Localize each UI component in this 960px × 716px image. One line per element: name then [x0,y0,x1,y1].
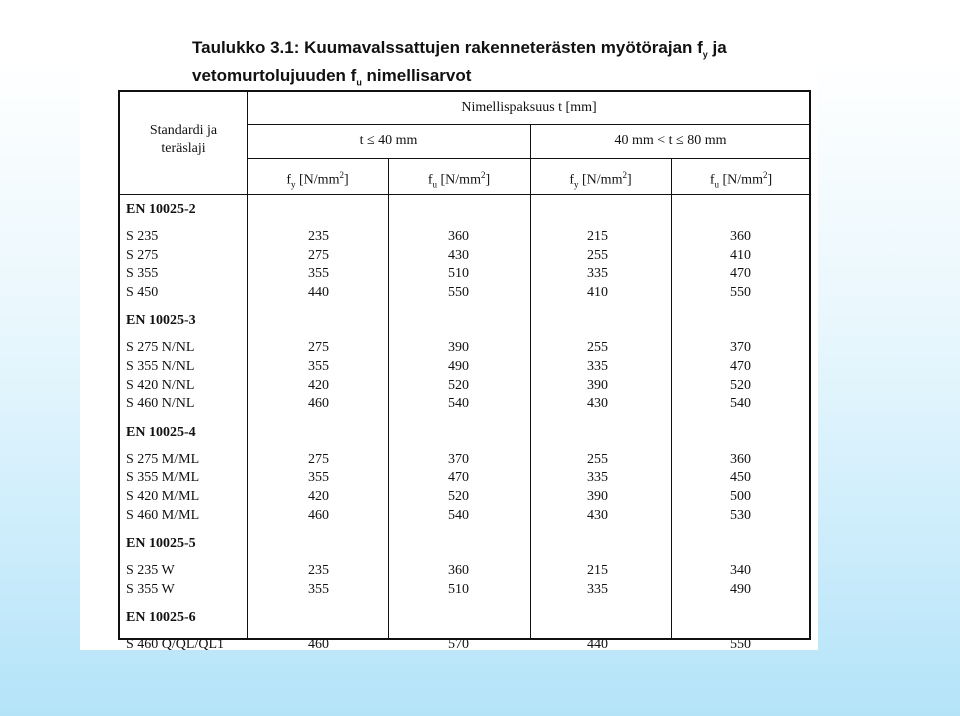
strength-value: 460 [308,637,329,653]
steel-grade: S 355 N/NL [126,359,195,374]
strength-value: 255 [587,340,608,356]
strength-value: 510 [448,266,469,282]
strength-value: 460 [308,396,329,412]
strength-value: 215 [587,563,608,579]
steel-grade: S 460 N/NL [126,396,195,412]
strength-value: 450 [730,470,751,486]
column-header: $f_u$ $[N/mm^2]$ [709,170,773,190]
strength-value: 540 [730,396,751,412]
group-heading: EN 10025-6 [126,610,196,626]
strength-value: 530 [730,507,751,523]
strength-value: 335 [587,359,608,374]
strength-value: 360 [448,229,469,244]
strength-value: 355 [308,359,329,374]
group-heading: EN 10025-3 [126,313,196,329]
strength-value: 215 [587,229,608,244]
strength-value: 335 [587,470,608,486]
strength-value: 470 [730,359,751,374]
strength-value: 275 [308,451,329,467]
strength-value: 430 [448,247,469,263]
strength-value: 430 [587,396,608,412]
strength-value: 490 [730,581,751,597]
strength-value: 235 [308,229,329,244]
strength-value: 510 [448,581,469,597]
strength-value: 440 [308,284,329,300]
header-rule [247,124,811,125]
strength-value: 275 [308,247,329,263]
steel-grade: S 275 M/ML [126,451,200,467]
strength-value: 430 [587,507,608,523]
strength-value: 520 [730,377,751,393]
strength-value: 340 [730,563,751,579]
strength-value: 370 [448,451,469,467]
header-bottom-rule [120,194,811,195]
table-title [192,37,792,88]
strength-value: 410 [587,284,608,300]
column-header: $f_y$ $[N/mm^2]$ [569,170,632,190]
steel-grade: S 460 M/ML [126,507,200,523]
strength-value: 420 [308,377,329,393]
steel-grade: S 355 M/ML [126,470,200,486]
strength-value: 255 [587,451,608,467]
strength-value: 440 [587,637,608,653]
steel-grade: S 355 W [126,581,175,597]
column-header: $f_u$ $[N/mm^2]$ [427,170,491,190]
steel-grade: S 235 [126,229,159,244]
thickness-header: Nimellispaksuus t [mm] [461,100,597,115]
steel-strength-table [118,90,811,653]
strength-value: 335 [587,266,608,282]
strength-value: 540 [448,396,469,412]
strength-value: 255 [587,247,608,263]
strength-value: 355 [308,266,329,282]
steel-grade: S 275 [126,247,159,263]
strength-value: 360 [730,229,751,244]
strength-value: 540 [448,507,469,523]
strength-value: 390 [448,340,469,356]
strength-value: 335 [587,581,608,597]
document-page [80,33,818,653]
strength-value: 550 [730,284,751,300]
strength-value: 355 [308,581,329,597]
standard-label: Standardi ja [149,123,218,138]
thickness-group-1: t ≤ 40 mm [359,133,418,148]
strength-value: 470 [448,470,469,486]
steel-grade: S 450 [126,284,159,300]
strength-value: 235 [308,563,329,579]
steel-grade: S 420 N/NL [126,377,195,393]
strength-value: 550 [448,284,469,300]
thickness-group-2: 40 mm < t ≤ 80 mm [614,133,727,148]
column-divider [671,158,672,640]
standard-label: teräslaji [161,141,206,156]
steel-grade: S 460 Q/QL/QL1 [126,637,224,653]
column-divider [530,124,531,640]
group-heading: EN 10025-5 [126,536,196,552]
column-header: $f_y$ $[N/mm^2]$ [286,170,349,190]
steel-grade: S 355 [126,266,159,282]
strength-value: 460 [308,507,329,523]
column-divider [388,158,389,640]
group-heading: EN 10025-4 [126,424,196,440]
strength-value: 570 [448,637,469,653]
strength-value: 360 [730,451,751,467]
strength-value: 390 [587,489,608,504]
strength-value: 355 [308,470,329,486]
title-line-2: vetomurtolujuuden $f_u$ nimellisarvot [192,66,472,88]
strength-value: 490 [448,359,469,374]
group-heading: EN 10025-2 [126,202,196,217]
steel-grade: S 235 W [126,563,175,579]
strength-value: 500 [730,489,751,504]
strength-value: 275 [308,340,329,356]
strength-value: 470 [730,266,751,282]
strength-value: 410 [730,247,751,263]
strength-value: 520 [448,377,469,393]
strength-value: 420 [308,489,329,504]
strength-value: 550 [730,637,751,653]
header-rule [247,158,811,159]
steel-grade: S 275 N/NL [126,340,195,356]
strength-value: 360 [448,563,469,579]
strength-value: 370 [730,340,751,356]
strength-value: 520 [448,489,469,504]
title-line-1: Taulukko 3.1: Kuumavalssattujen rakenneterästen myötörajan $f_y$ ja [192,38,727,60]
strength-value: 390 [587,377,608,393]
steel-grade: S 420 M/ML [126,489,200,504]
